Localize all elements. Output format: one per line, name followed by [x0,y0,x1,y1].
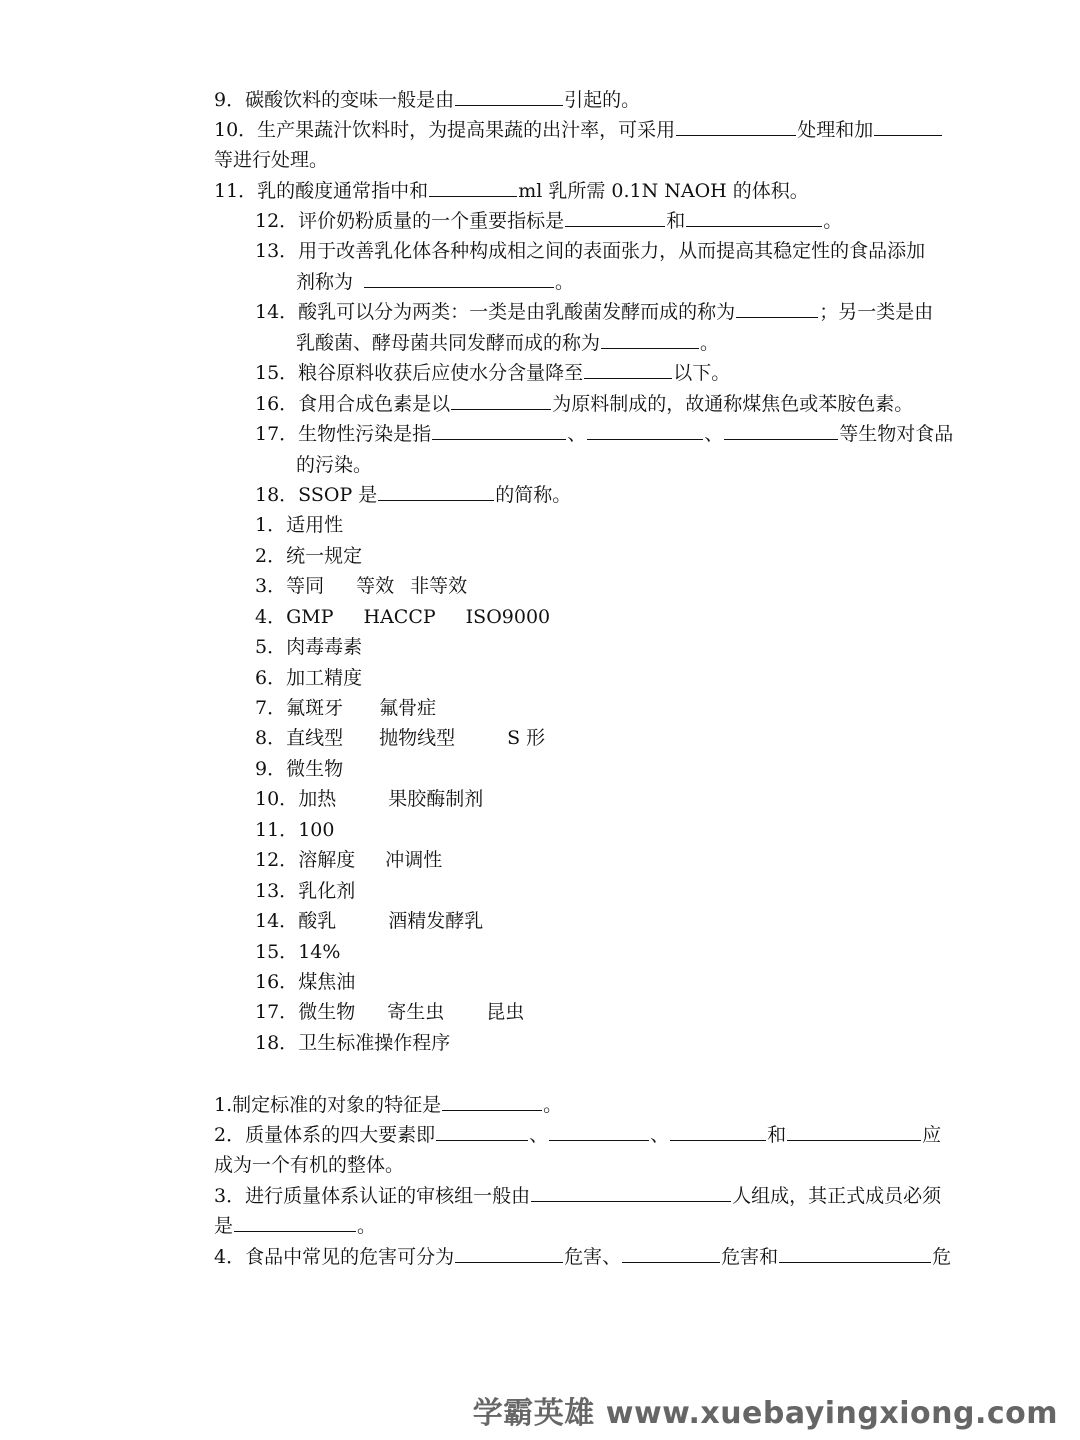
answer-blank [874,115,942,136]
question-14: 14．酸乳可以分为两类：一类是由乳酸菌发酵而成的称为 ；另一类是由 [255,297,933,327]
answer-blank [364,267,554,288]
answer-blank [622,1242,720,1263]
question-10-cont: 等进行处理。 [214,149,329,171]
answer-8: 8．直线型 抛物线型 S 形 [255,727,546,749]
question-b2: 2．质量体系的四大要素即 、 、 和 应 [214,1120,941,1150]
answer-13: 13．乳化剂 [255,880,356,902]
answer-blank [565,206,665,227]
answer-7: 7．氟斑牙 氟骨症 [255,697,437,719]
question-11: 11．乳的酸度通常指中和 ml 乳所需 0.1N NAOH 的体积。 [214,176,809,206]
answer-17: 17．微生物 寄生虫 昆虫 [255,1001,525,1023]
question-13-cont: 剂称为 。 [296,267,574,297]
answer-blank [436,1120,528,1141]
answer-blank [549,1120,649,1141]
question-12: 12．评价奶粉质量的一个重要指标是 和 。 [255,206,842,236]
answer-blank [601,328,699,349]
question-17-cont: 的污染。 [296,454,373,476]
answer-4: 4．GMP HACCP ISO9000 [255,606,551,628]
answer-blank [442,1090,542,1111]
question-14-cont: 乳酸菌、酵母菌共同发酵而成的称为 。 [296,328,719,358]
answer-blank [587,419,703,440]
answer-5: 5．肉毒毒素 [255,636,363,658]
answer-blank [378,480,494,501]
answer-blank [451,389,551,410]
answer-blank [432,419,566,440]
answer-blank [584,358,672,379]
answer-blank [724,419,838,440]
question-b4: 4．食品中常见的危害可分为 危害、 危害和 危 [214,1242,951,1272]
answer-14: 14．酸乳 酒精发酵乳 [255,910,484,932]
question-b3-cont: 是 。 [214,1211,376,1241]
answer-blank [676,115,796,136]
answer-1: 1．适用性 [255,514,344,536]
answer-6: 6．加工精度 [255,667,363,689]
question-17: 17．生物性污染是指 、 、 等生物对食品 [255,419,953,449]
answer-15: 15．14% [255,941,341,963]
answer-blank [787,1120,921,1141]
question-15: 15．粮谷原料收获后应使水分含量降至 以下。 [255,358,730,388]
question-b2-cont: 成为一个有机的整体。 [214,1154,405,1176]
question-b3: 3．进行质量体系认证的审核组一般由 人组成，其正式成员必须 [214,1181,941,1211]
answer-blank [455,85,563,106]
question-13: 13．用于改善乳化体各种构成相之间的表面张力，从而提高其稳定性的食品添加 [255,240,926,262]
watermark: 学霸英雄 www.xuebayingxiong.com [472,1396,1058,1431]
answer-18: 18．卫生标准操作程序 [255,1032,451,1054]
answer-blank [429,176,517,197]
answer-blank [670,1120,766,1141]
answer-blank [531,1181,731,1202]
answer-blank [234,1211,356,1232]
answer-11: 11．100 [255,819,335,841]
answer-blank [736,297,818,318]
answer-blank [779,1242,931,1263]
question-10: 10．生产果蔬汁饮料时，为提高果蔬的出汁率，可采用 处理和加 [214,115,943,145]
answer-16: 16．煤焦油 [255,971,356,993]
answer-10: 10．加热 果胶酶制剂 [255,788,484,810]
answer-9: 9．微生物 [255,758,344,780]
question-18: 18．SSOP 是 的简称。 [255,480,571,510]
question-9: 9．碳酸饮料的变味一般是由 引起的。 [214,85,640,115]
answer-blank [455,1242,563,1263]
answer-blank [686,206,822,227]
question-16: 16．食用合成色素是以 为原料制成的，故通称煤焦色或苯胺色素。 [255,389,913,419]
question-b1: 1.制定标准的对象的特征是 。 [214,1090,562,1120]
answer-2: 2．统一规定 [255,545,363,567]
answer-12: 12．溶解度 冲调性 [255,849,443,871]
answer-3: 3．等同 等效 非等效 [255,575,468,597]
